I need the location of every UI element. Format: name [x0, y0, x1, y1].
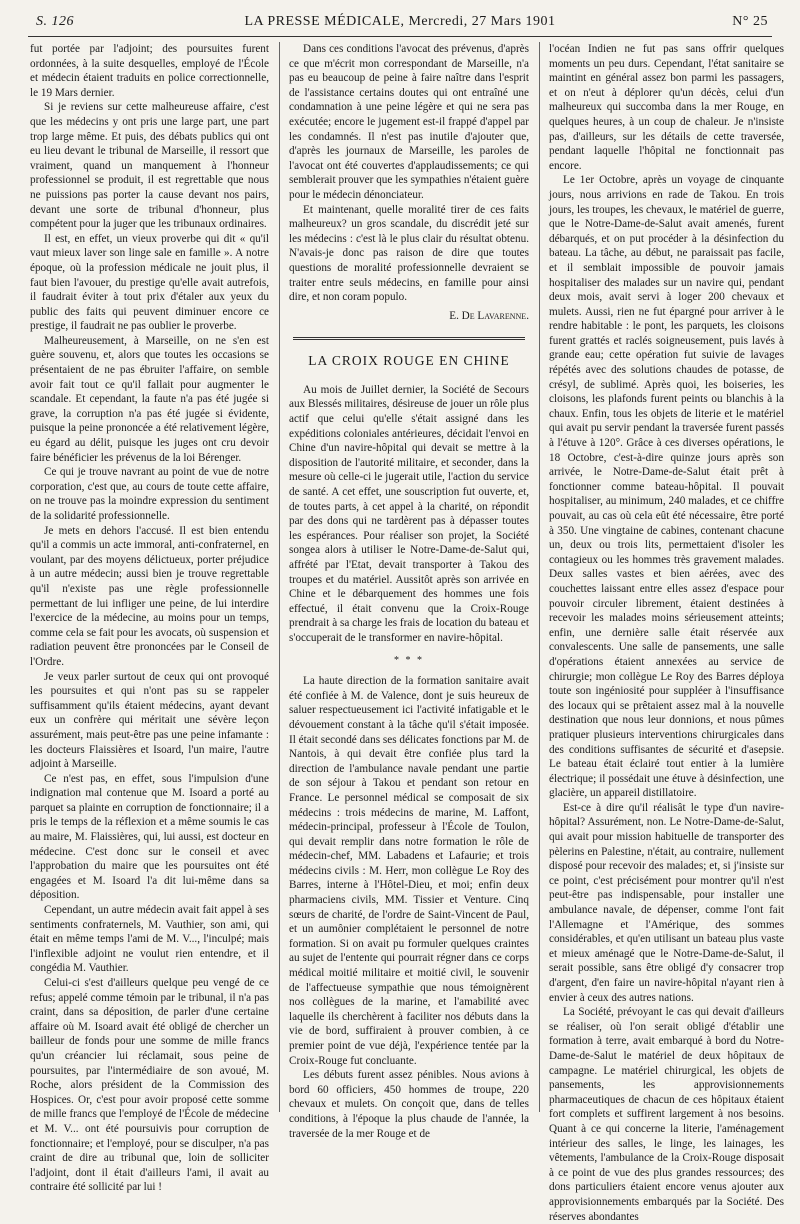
- paragraph: Dans ces conditions l'avocat des prévenus, d'après ce que m'écrit mon correspondant de Marseille, n'a pas eu beaucoup de peine à faire naître dans l'esprit de l'assistance certains doutes qui ont entraîné une condamnation à une peine légère et qui ne sera pas exécutée; encore le jugement est-il frappé d'appel par les condamnés. Il n'est pas inutile d'ajouter que, d'après les journaux de Marseille, les paroles de l'avocat ont été couvertes d'applaudissements; ce qui semblerait prouver que les sympathies n'étaient guère pour le médecin dénonciateur.: [289, 43, 529, 201]
- column-2: [289, 42, 529, 1140]
- paragraph: Je veux parler surtout de ceux qui ont provoqué les poursuites et qui n'ont pas su se rappeler suffisamment qu'ils étaient médecins, ayant devant eux un confrère qui méritait une sévère leçon assurément, mais peut-être pas une peine infamante : les docteurs Flaissières et Isoard, l'un maire, l'autre adjoint à Marseille.: [30, 670, 269, 771]
- issue-number: N° 25: [732, 14, 768, 29]
- column-3: [549, 42, 784, 1223]
- paragraph: Il est, en effet, un vieux proverbe qui dit « qu'il vaut mieux laver son linge sale en famille ». A notre époque, où la profession médicale ne jouit plus, il faut bien l'avouer, du prestige qu'elle avait autrefois, il faudrait éviter à tout prix d'étaler aux yeux du public des faits qui peuvent diminuer encore ce prestige, il faudrait ne pas oublier le proverbe.: [30, 232, 269, 333]
- page-header: [28, 14, 772, 34]
- paragraph: Je mets en dehors l'accusé. Il est bien entendu qu'il a commis un acte immoral, anti-confraternel, en voulant, par des moyens délictueux, porter préjudice à un autre médecin; aussi bien je trouve regrettable qu'il n'existe pas une règle professionnelle permettant de lui infliger une peine, de lui interdire l'exercice de la médecine, au moins pour un temps, comme cela se fait pour les avocats, où suspension et radiation peuvent être prononcées par le Conseil de l'Ordre.: [30, 524, 269, 668]
- paragraph: Au mois de Juillet dernier, la Société de Secours aux Blessés militaires, désireuse de jouer un rôle plus actif que celui qu'elle s'était assigné dans les expéditions coloniales antérieures, décidait l'envoi en Chine d'un navire-hôpital qui devait se mettre à la disposition de l'autorité militaire, et seconder, dans la mesure où celle-ci le jugerait utile, l'action du service de santé. A cet effet, une souscription fut ouverte, et, de toutes parts, à cet appel à la charité, on répondit par des dons qui ne tardèrent pas à dépasser toutes les espérances. Pour réaliser son projet, la Société songea alors à utiliser le Notre-Dame-de-Salut qui, affrété par l'Etat, devait transporter à Takou des troupes et du matériel. Aussitôt après son arrivée en Chine et le débarquement des hommes une fois effectué, il était convenu que la Croix-Rouge prendrait à sa charge les frais de location du bateau et s'occuperait de le transformer en navire-hôpital.: [289, 383, 529, 644]
- journal-title: LA PRESSE MÉDICALE, Mercredi, 27 Mars 1901: [244, 14, 556, 29]
- section-title: LA CROIX ROUGE EN CHINE: [308, 353, 510, 369]
- paragraph: Malheureusement, à Marseille, on ne s'en est guère souvenu, et, alors que toutes les occasions se présentaient de ne pas ébruiter l'affaire, on semble avoir fait tout ce qu'il fallait pour augmenter le scandale. Et cependant, la faute n'a pas été jugée si grave, la corruption n'a pas été jugée si évidente, puisque la peine prononcée a été relativement légère, eu égard au délit, puisque les juges ont cru devoir faire bénéficier les prévenus de la loi Bérenger.: [30, 334, 269, 464]
- paragraph: Cependant, un autre médecin avait fait appel à ses sentiments confraternels, M. Vauthier, son ami, qui était en même temps l'ami de M. V..., l'inculpé; mais l'inflexible adjoint ne voulut rien entendre, et il congédia M. Vauthier.: [30, 904, 269, 975]
- page-folio: S. 126: [36, 14, 74, 29]
- paragraph: Celui-ci s'est d'ailleurs quelque peu vengé de ce refus; appelé comme témoin par le tribunal, il n'a pas craint, dans sa déposition, de parler d'une certaine affaire où M. Isoard avait été obligé de chercher un bailleur de fonds pour une somme de mille francs qu'un créancier lui réclamait, sous peine de poursuites, par l'intermédiaire de son avoué, M. Roche, alors président de la Commission des Hospices. Or, c'est pour avoir proposé cette somme de mille francs que l'employé de l'École de médecine et M. V... ont été poursuivis pour corruption de fonctionnaire; et l'employé, pour se disculper, n'a pas craint de dire au tribunal que, loin de solliciter l'adjoint, dont il était d'ailleurs l'ami, il avait au contraire été sollicité par lui !: [30, 977, 269, 1194]
- paragraph: La haute direction de la formation sanitaire avait été confiée à M. de Valence, dont je suis heureux de saluer respectueusement ici l'activité infatigable et le dévouement constant à la tâche qu'il s'était imposée. Il était secondé dans ses délicates fonctions par M. de Nantois, à qui devait être confiée plus tard la direction de l'ambulance navale pendant une partie de son séjour à Takou et pendant son retour en France. Le personnel médical se composait de six médecins : trois médecins de marine, M. Laffont, médecin-principal, professeur à l'École de Toulon, qui devait remplir dans notre formation le rôle de médecin-chef, MM. Labadens et Lafaurie; et trois médecins civils : M. Herr, mon collègue Le Roy des Barres, interne à l'Hôtel-Dieu, et moi; enfin deux pharmaciens civils, MM. Tissier et Venture. Cinq sœurs de charité, de l'ordre de Saint-Vincent de Paul, et un aumônier complétaient le personnel de notre formation. Si on avait pu formuler quelques craintes au sujet de l'entente qui pourrait régner dans ce corps médical moitié militaire et moitié civil, le souvenir de l'affectueuse sympathie que nous témoignèrent nos collègues de la marine, et l'amabilité avec laquelle ils cherchèrent à faciliter nos débuts dans la vie de bord, suffiraient à prouver combien, à ce premier point de vue déjà, l'expérience tentée par la Croix-Rouge fut concluante.: [289, 675, 529, 1067]
- paragraph: fut portée par l'adjoint; des poursuites furent ordonnées, à la suite desquelles, employé de l'École et médecin étaient traduits en police correctionnelle, le 19 Mars dernier.: [30, 43, 269, 99]
- column-divider: [539, 42, 540, 1112]
- column-1: [30, 42, 269, 1194]
- paragraph: l'océan Indien ne fut pas sans offrir quelques moments un peu durs. Cependant, l'état sanitaire se maintint en général assez bon parmi les passagers, et on n'eut à déplorer qu'un décès, celui d'un malheureux qui succomba dans la mer Rouge, en quelques heures, à un coup de chaleur. Je n'insiste pas, d'ailleurs, sur les détails de cette traversée, pendant laquelle l'hôpital ne fonctionnait pas encore.: [549, 43, 784, 172]
- paragraph: Est-ce à dire qu'il réalisât le type d'un navire-hôpital? Assurément, non. Le Notre-Dame-de-Salut, qui avait pour mission habituelle de transporter des pèlerins en Palestine, n'était, au contraire, nullement disposé pour recevoir des malades; et, si j'insiste sur ce point, c'est précisément pour montrer qu'il n'est peut-être pas indispensable, pour installer une ambulance navale, de dépenser, comme l'ont fait l'Allemagne et l'Amérique, des sommes considérables, et qu'en utilisant un bateau plus vaste et mieux aménagé que le Notre-Dame-de-Salut, il serait possible, sans être obligé d'y consacrer trop d'argent, d'en faire un navire-hôpital n'ayant rien à envier à ceux des autres nations.: [549, 801, 784, 1004]
- paragraph: Le 1er Octobre, après un voyage de cinquante jours, nous arrivions en rade de Takou. En trois jours, les troupes, les chevaux, le matériel de guerre, que le Notre-Dame-de-Salut avait amenés, furent débarqués, et on put procéder à la désinfection du bateau. La tâche, au début, ne paraissait pas facile, et il semblait impossible de pouvoir jamais hospitaliser des malades sur un navire qui, pendant deux mois, avait servi à loger 200 chevaux et mulets. Aussi, rien ne fut épargné pour arriver à le rendre habitable : le pont, les parquets, les cloisons furent grattés et raclés soigneusement, puis lavés à grande eau; cette opération fut suivie de lavages répétés avec des solutions chaudes de potasse, de crésyl, de sublimé. Après quoi, les boiseries, les cloisons, les plafonds furent peints ou blanchis à la chaux. Enfin, tous les objets de literie et le matériel qui avait pu servir pendant la traversée furent passés à l'étuve à 120°. Grâce à ces diverses opérations, le 18 Octobre, c'est-à-dire quinze jours après son arrivée, le Notre-Dame-de-Salut était prêt à fonctionner comme bateau-hôpital. Il pouvait hospitaliser, au minimum, 240 malades, et ce chiffre pouvait, au cas où cela eût été nécessaire, être porté à 350. Une vingtaine de cabines, contenant chacune un, deux ou trois lits, permettaient d'isoler les contagieux ou les hommes très gravement malades. Deux salles vastes et bien aérées, avec des couchettes laissant entre elles assez d'espace pour pouvoir circuler librement, étaient destinées à recevoir les malades moins sérieusement atteints; enfin, une dernière salle était réservée aux convalescents. Une salle de pansements, une salle d'opérations étaient annexées au service de chirurgie; mon collègue Le Roy des Barres déploya toute son ingéniosité pour suppléer à l'insuffisance des locaux qui se prêtaient assez mal à la nouvelle destination que nous leur donnions, et nous pûmes pratiquer plusieurs interventions chirurgicales dans des conditions suffisantes de sécurité et d'asepsie. Le bateau était éclairé tout entier à la lumière électrique; il possédait une étuve à désinfection, une glacière, un appareil distillatoire.: [549, 174, 784, 800]
- article-signature: E. De Lavarenne.: [449, 309, 529, 322]
- section-break-asterisks: * * *: [394, 654, 424, 666]
- paragraph: La Société, prévoyant le cas qui devait d'ailleurs se réaliser, où l'on serait obligé d'établir une formation à terre, avait embarqué à bord du Notre-Dame-de-Salut le matériel de deux hôpitaux de campagne. Le matériel chirurgical, les objets de pansements, les approvisionnements pharmaceutiques de chacun de ces hôpitaux étaient fort complets et suffirent largement à nos besoins. Quant à ce qui concerne la literie, l'aménagement intérieur des salles, le linge, les lainages, les vêtements, l'ambulance de la Croix-Rouge disposait à ce point de vue des plus grandes ressources; des dons particuliers étaient encore venus ajouter aux approvisionnements embarqués par la Société. Des réserves abondantes: [549, 1006, 784, 1223]
- header-rule: [28, 36, 772, 37]
- paragraph: Ce qui je trouve navrant au point de vue de notre corporation, c'est que, au cours de toute cette affaire, on ne trouve pas la moindre expression du sentiment de la solidarité professionnelle.: [30, 466, 269, 522]
- paragraph: Et maintenant, quelle moralité tirer de ces faits malheureux? un gros scandale, du discrédit jeté sur les médecins : c'est là le plus clair du résultat obtenu. N'avais-je donc pas raison de dire que toutes questions de moralité professionnelle devraient se traiter entre seuls médecins, en famille pour ainsi dire, et non coram populo.: [289, 203, 529, 304]
- section-rule: [293, 337, 525, 340]
- paragraph: Ce n'est pas, en effet, sous l'impulsion d'une indignation mal contenue que M. Isoard a porté au parquet sa plainte en corruption de fonctionnaire; il a pris le temps de la réflexion et a même soumis le cas au maire, M. Flaissières, qui, lui aussi, est docteur en médecine. C'est donc sur le conseil et avec l'approbation du maire que les poursuites ont été engagées et M. Isoard l'a dit lui-même dans sa déposition.: [30, 772, 269, 902]
- paragraph: Les débuts furent assez pénibles. Nous avions à bord 60 officiers, 450 hommes de troupe, 220 chevaux et mulets. On conçoit que, dans de telles conditions, à l'époque la plus chaude de l'année, la traversée de la mer Rouge et de: [289, 1069, 529, 1140]
- paragraph: Si je reviens sur cette malheureuse affaire, c'est que les médecins y ont pris une large part, une part trop large même. Et puis, des débats publics qui ont eu lieu devant le tribunal de Marseille, il ressort que vraiment, quand un manquement à l'honneur professionnel se produit, il est regrettable que nous ne puissions pas porter la cause devant nos pairs, devant une sorte de tribunal d'honneur, plus compétent pour la juger que les tribunaux ordinaires.: [30, 101, 269, 231]
- column-divider: [279, 42, 280, 1112]
